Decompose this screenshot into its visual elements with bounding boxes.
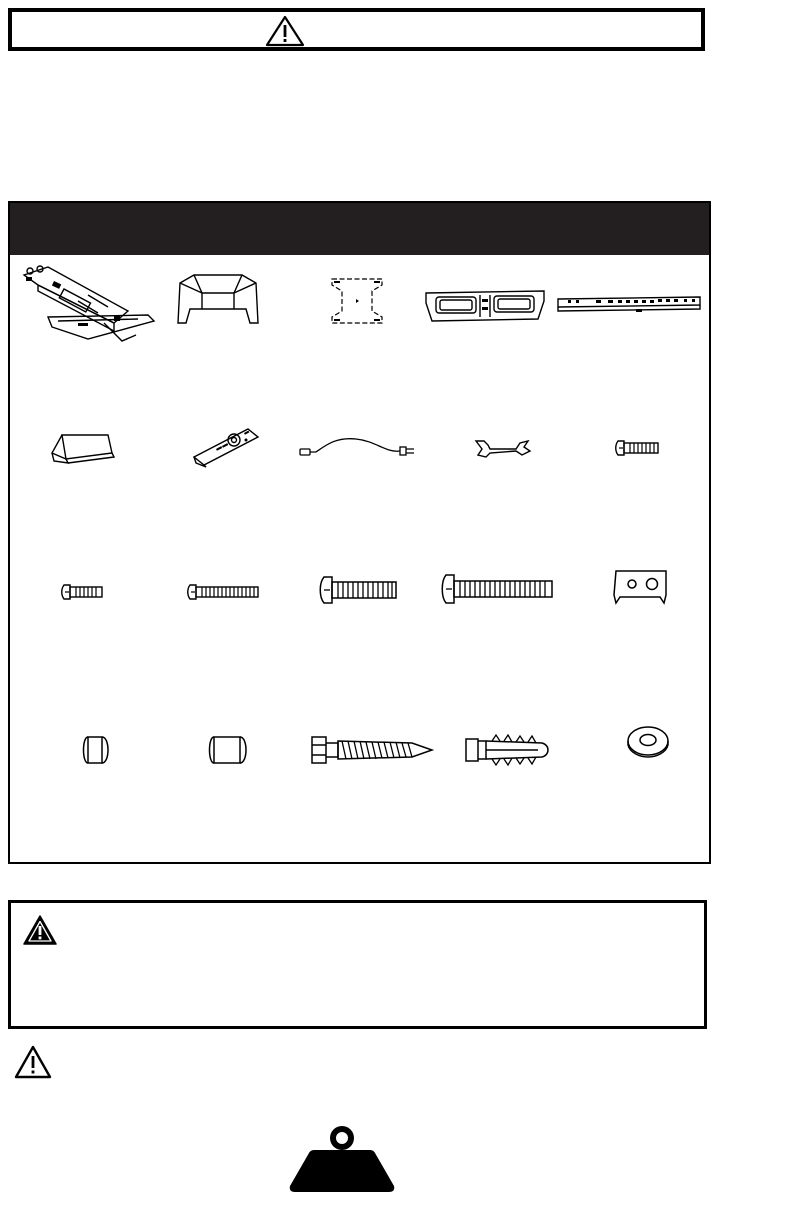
top-warning-bar [8, 8, 705, 51]
caution-box [8, 900, 707, 1029]
warning-triangle-icon [14, 1045, 52, 1079]
warning-triangle-icon [265, 15, 305, 47]
long-bolt-icon [186, 579, 262, 605]
wrench-icon [474, 437, 532, 459]
washer-icon [626, 723, 670, 763]
wall-plate-icon [422, 283, 548, 323]
wall-anchor-icon [462, 731, 554, 769]
vertical-bracket-icon [556, 291, 702, 315]
remote-control-icon [190, 423, 262, 469]
cover-plate-icon [174, 273, 262, 327]
long-spacer-icon [206, 731, 252, 769]
parts-list-header [10, 203, 709, 255]
short-spacer-icon [82, 731, 114, 769]
bolt-m6-icon [60, 579, 106, 605]
short-bolt-icon [614, 435, 662, 461]
warning-triangle-filled-icon [23, 915, 57, 945]
bracket-plate-icon [608, 567, 672, 607]
power-cord-icon [296, 433, 420, 463]
parts-list-box [8, 201, 711, 864]
adapter-plate-icon [322, 275, 392, 327]
bolt-m8-icon [318, 573, 400, 607]
mount-arm-assembly-icon [18, 261, 156, 347]
lag-screw-icon [308, 733, 436, 767]
weight-icon [288, 1124, 396, 1196]
block-icon [50, 431, 116, 465]
extra-long-bolt-icon [440, 571, 556, 607]
